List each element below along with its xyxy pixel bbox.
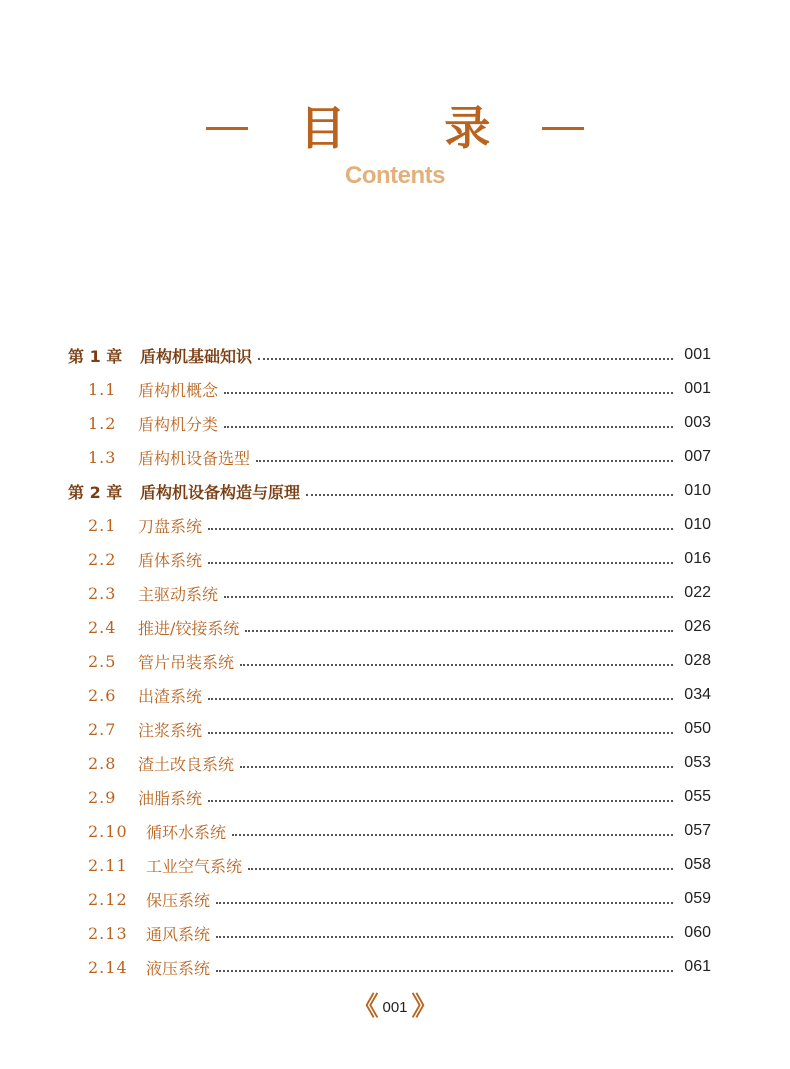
toc-chapter-row[interactable]: [68, 338, 711, 372]
toc-section-row[interactable]: [68, 576, 711, 610]
toc-dot-leader: [208, 732, 673, 734]
table-of-contents: [68, 338, 711, 984]
toc-dot-leader: [240, 766, 673, 768]
toc-page-number: 050: [684, 720, 711, 737]
toc-chapter-row[interactable]: [68, 474, 711, 508]
toc-entry-number: 1.3: [88, 447, 117, 467]
title-right-dash: [542, 127, 584, 130]
toc-entry-number: 2.14: [88, 957, 128, 977]
toc-entry-number: 2.5: [88, 651, 117, 671]
toc-page-number: 022: [684, 584, 711, 601]
toc-page-number: 007: [684, 448, 711, 465]
toc-page-number: 010: [684, 482, 711, 499]
toc-entry-title: 刀盘系统: [138, 516, 203, 536]
toc-dot-leader: [216, 970, 673, 972]
toc-dot-leader: [258, 358, 673, 360]
page-footer: [0, 994, 790, 1020]
toc-page-number: 028: [684, 652, 711, 669]
toc-dot-leader: [216, 936, 673, 938]
toc-entry-title: 油脂系统: [138, 788, 203, 808]
toc-entry-title: 盾构机设备选型: [138, 448, 251, 468]
toc-page-number: 059: [684, 890, 711, 907]
toc-section-row[interactable]: [68, 882, 711, 916]
toc-dot-leader: [208, 528, 673, 530]
toc-section-row[interactable]: [68, 610, 711, 644]
toc-page-number: 057: [684, 822, 711, 839]
toc-section-row[interactable]: [68, 542, 711, 576]
toc-page-number: 058: [684, 856, 711, 873]
toc-page-number: 060: [684, 924, 711, 941]
toc-entry-title: 盾构机基础知识: [140, 346, 253, 366]
toc-dot-leader: [232, 834, 673, 836]
toc-section-row[interactable]: [68, 372, 711, 406]
left-ornament: 《: [352, 992, 379, 1022]
toc-section-row[interactable]: [68, 780, 711, 814]
toc-section-row[interactable]: [68, 814, 711, 848]
toc-page-number: 053: [684, 754, 711, 771]
toc-dot-leader: [240, 664, 673, 666]
toc-entry-number: 2.6: [88, 685, 117, 705]
toc-dot-leader: [224, 596, 673, 598]
toc-entry-title: 管片吊装系统: [138, 652, 235, 672]
title-row: [0, 96, 790, 160]
toc-entry-number: 2.8: [88, 753, 117, 773]
toc-page-number: 001: [684, 346, 711, 363]
title-left-dash: [206, 127, 248, 130]
toc-entry-title: 循环水系统: [146, 822, 227, 842]
toc-section-row[interactable]: [68, 848, 711, 882]
toc-entry-title: 注浆系统: [138, 720, 203, 740]
toc-page-number: 001: [684, 380, 711, 397]
toc-entry-title: 盾构机分类: [138, 414, 219, 434]
toc-entry-title: 液压系统: [146, 958, 211, 978]
toc-entry-title: 保压系统: [146, 890, 211, 910]
toc-entry-number: 2.10: [88, 821, 128, 841]
toc-entry-title: 通风系统: [146, 924, 211, 944]
toc-entry-title: 出渣系统: [138, 686, 203, 706]
toc-dot-leader: [248, 868, 673, 870]
toc-entry-number: 2.7: [88, 719, 117, 739]
toc-entry-title: 盾构机概念: [138, 380, 219, 400]
toc-entry-title: 工业空气系统: [146, 856, 243, 876]
toc-section-row[interactable]: [68, 508, 711, 542]
toc-entry-number: 1.1: [88, 379, 117, 399]
toc-page-number: 026: [684, 618, 711, 635]
toc-dot-leader: [208, 562, 673, 564]
toc-entry-number: 2.9: [88, 787, 117, 807]
toc-section-row[interactable]: [68, 950, 711, 984]
page-title: 目 录: [299, 101, 532, 155]
toc-section-row[interactable]: [68, 746, 711, 780]
right-ornament: 》: [411, 992, 438, 1022]
toc-dot-leader: [208, 698, 673, 700]
toc-entry-number: 2.11: [88, 855, 128, 875]
toc-dot-leader: [245, 630, 673, 632]
toc-dot-leader: [256, 460, 673, 462]
toc-page-number: 055: [684, 788, 711, 805]
toc-section-row[interactable]: [68, 678, 711, 712]
toc-section-row[interactable]: [68, 916, 711, 950]
toc-entry-number: 2.4: [88, 617, 117, 637]
toc-entry-number: 2.3: [88, 583, 117, 603]
toc-entry-number: 第 1 章: [68, 346, 123, 366]
title-block: [0, 96, 790, 190]
page-subtitle: Contents: [345, 162, 445, 189]
toc-section-row[interactable]: [68, 712, 711, 746]
toc-dot-leader: [306, 494, 673, 496]
toc-page-number: 034: [684, 686, 711, 703]
toc-entry-number: 1.2: [88, 413, 117, 433]
toc-page-number: 003: [684, 414, 711, 431]
toc-page-number: 016: [684, 550, 711, 567]
toc-entry-title: 渣土改良系统: [138, 754, 235, 774]
toc-section-row[interactable]: [68, 644, 711, 678]
page-number: 001: [382, 998, 408, 1016]
toc-entry-title: 盾体系统: [138, 550, 203, 570]
toc-section-row[interactable]: [68, 440, 711, 474]
toc-entry-number: 2.13: [88, 923, 128, 943]
toc-page-number: 010: [684, 516, 711, 533]
toc-dot-leader: [224, 426, 673, 428]
toc-entry-number: 2.12: [88, 889, 128, 909]
toc-section-row[interactable]: [68, 406, 711, 440]
toc-dot-leader: [208, 800, 673, 802]
toc-entry-title: 盾构机设备构造与原理: [140, 482, 301, 502]
toc-entry-title: 主驱动系统: [138, 584, 219, 604]
toc-dot-leader: [216, 902, 673, 904]
toc-dot-leader: [224, 392, 673, 394]
toc-page-number: 061: [684, 958, 711, 975]
toc-entry-number: 2.1: [88, 515, 117, 535]
toc-entry-number: 第 2 章: [68, 482, 123, 502]
toc-entry-number: 2.2: [88, 549, 117, 569]
toc-entry-title: 推进/铰接系统: [138, 618, 240, 638]
